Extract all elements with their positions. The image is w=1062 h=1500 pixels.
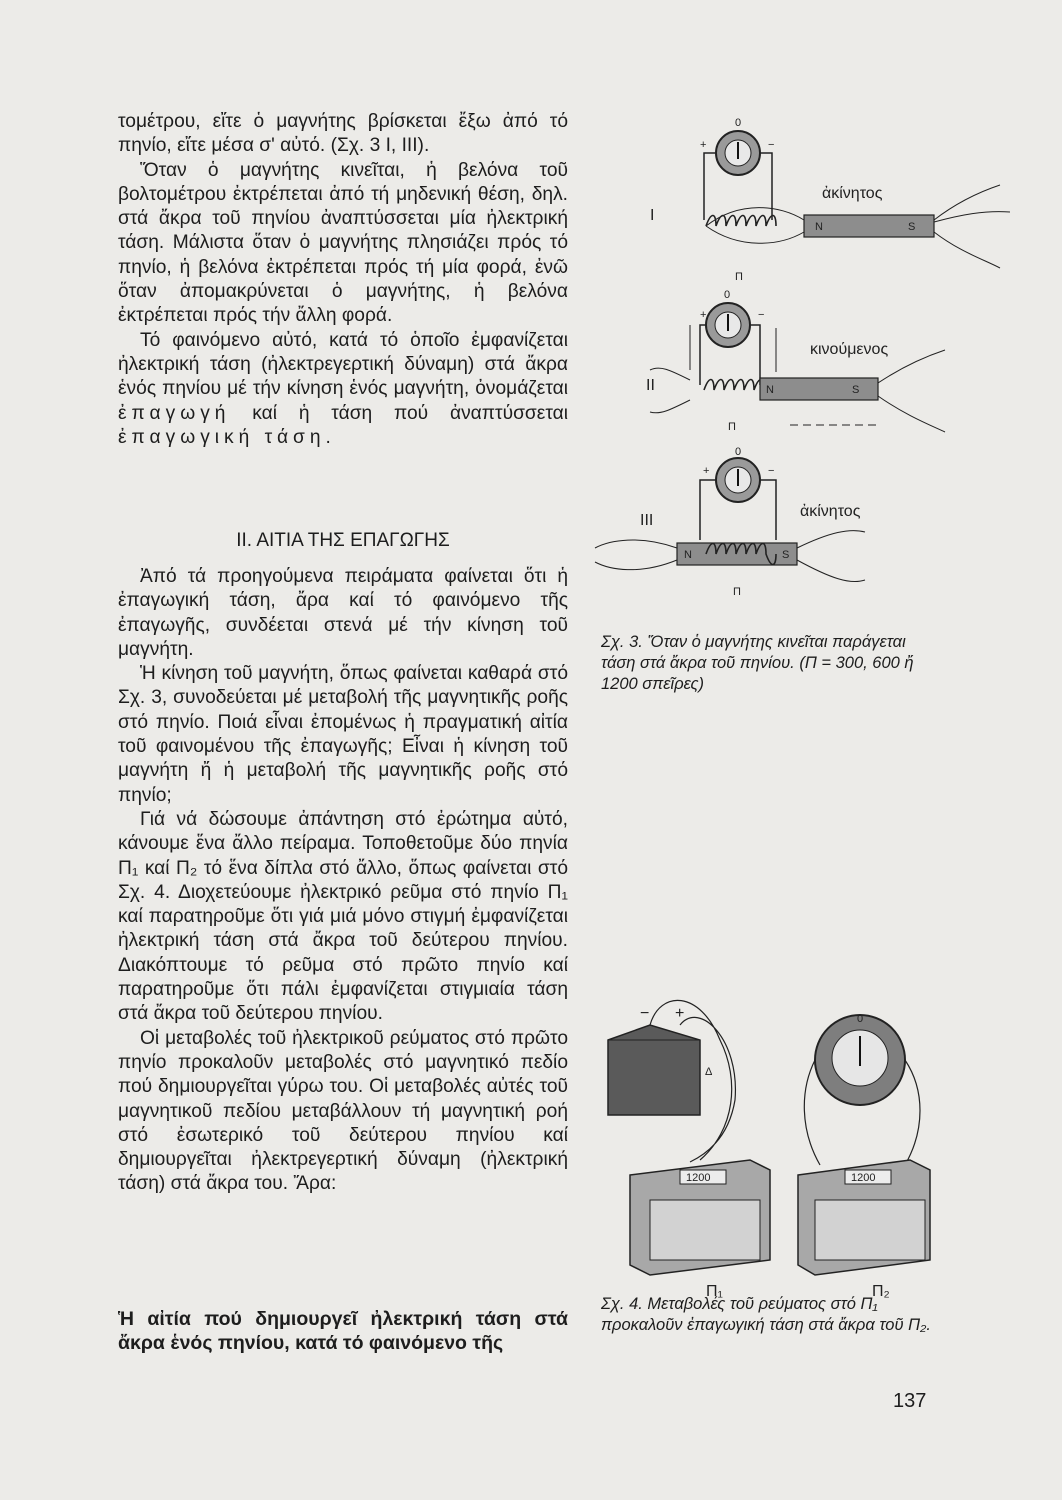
state-label: κινούμενος bbox=[810, 341, 889, 358]
paragraph-text: καί ἡ τάση πού ἀναπτύσσεται bbox=[252, 402, 568, 424]
north-pole-label: N bbox=[815, 221, 823, 233]
term-induction: ἐπαγωγή bbox=[118, 402, 231, 424]
switch-label: Δ bbox=[705, 1066, 713, 1078]
paragraph: Ὅταν ὁ μαγνήτης κινεῖται, ἡ βελόνα τοῦ βολτομέτρου ἐκτρέπεται ἀπό τή μηδενική θέση, δηλ. στά ἄκρα τοῦ πηνίου ἀναπτύσσεται μία ἠλεκτρική τάση. Μάλιστα ὅταν ὁ μαγνήτης πλησιάζει πρός τό πηνίο, ἡ βελόνα ἐκτρέπεται πρός τή μία φορά, ἐνῶ ὅταν ἀπομακρύνεται ὁ μαγνήτης, ἡ βελόνα ἐκτρέπεται πρός τήν ἄλλη φορά. bbox=[118, 159, 568, 327]
south-pole-label: S bbox=[908, 221, 916, 233]
voltmeter-icon bbox=[716, 458, 760, 502]
fig3-row-3 bbox=[595, 446, 865, 598]
zero-mark: 0 bbox=[735, 117, 742, 129]
south-pole-label: S bbox=[782, 549, 790, 561]
plus-mark: + bbox=[700, 309, 707, 321]
row-label: II bbox=[646, 377, 655, 394]
coil1-label: Π₁ bbox=[706, 1283, 723, 1300]
paragraph: Ἡ κίνηση τοῦ μαγνήτη, ὅπως φαίνεται καθαρά στό Σχ. 3, συνοδεύεται μέ μεταβολή τῆς μαγνητικῆς ροῆς στό πηνίο. Ποιά εἶναι ἐπομένως ἡ πραγματική αἰτία τοῦ φαινομένου τῆς ἐπαγωγῆς; Εἶναι ἡ κίνηση τοῦ μαγνήτη ἤ ἡ μεταβολή τῆς μαγνητικῆς ροῆς στό πηνίο; bbox=[118, 663, 568, 806]
paragraph-text: Τό φαινόμενο αὐτό, κατά τό ὁποῖο ἐμφανίζεται ἠλεκτρική τάση (ἠλεκτρεγερτική δύναμη) στά ἄκρα ἑνός πηνίου μέ τήν κίνηση ἑνός μαγνήτη, ὀνομάζεται bbox=[118, 329, 568, 400]
battery-plus: + bbox=[675, 1005, 685, 1022]
fig3-row-2 bbox=[646, 289, 945, 433]
row-label: I bbox=[650, 207, 655, 224]
paragraph: τομέτρου, εἴτε ὁ μαγνήτης βρίσκεται ἔξω ἀπό τό πηνίο, εἴτε μέσα σ' αὐτό. (Σχ. 3 Ι, ΙΙΙ). bbox=[118, 111, 568, 157]
plus-mark: + bbox=[703, 465, 710, 477]
plus-mark: + bbox=[700, 139, 707, 151]
north-pole-label: N bbox=[684, 549, 692, 561]
state-label: ἀκίνητος bbox=[822, 185, 883, 202]
turns-label: 1200 bbox=[686, 1172, 711, 1184]
north-pole-label: N bbox=[766, 384, 774, 396]
south-pole-label: S bbox=[852, 384, 860, 396]
state-label: ἀκίνητος bbox=[800, 503, 861, 520]
figure3-caption: Σχ. 3. Ὅταν ὁ μαγνήτης κινεῖται παράγεται τάση στά ἄκρα τοῦ πηνίου. (Π = 300, 600 ἤ 1200 σπεῖρες) bbox=[601, 633, 914, 693]
coil2-label: Π₂ bbox=[872, 1283, 890, 1300]
coil-label: Π bbox=[733, 586, 741, 598]
paragraph: Γιά νά δώσουμε ἀπάντηση στό ἐρώτημα αὐτό, κάνουμε ἕνα ἄλλο πείραμα. Τοποθετοῦμε δύο πηνία Π₁ καί Π₂ τό ἕνα δίπλα στό ἄλλο, ὅπως φαίνεται στό Σχ. 4. Διοχετεύουμε ἠλεκτρικό ρεῦμα στό πηνίο Π₁ καί παρατηροῦμε ὅτι γιά μιά μόνο στιγμή ἐμφανίζεται ἠλεκτρική τάση στά ἄκρα τοῦ δεύτερου πηνίου. Διακόπτουμε τό ρεῦμα στό πρῶτο πηνίο καί παρατηροῦμε ὅτι πάλι ἐμφανίζεται στιγμιαία τάση στά ἄκρα τοῦ δεύτερου πηνίου. bbox=[118, 808, 568, 1025]
page-number: 137 bbox=[893, 1390, 927, 1412]
fig3-row-1 bbox=[650, 117, 1010, 283]
coil-label: Π bbox=[735, 271, 743, 283]
voltmeter-icon bbox=[716, 131, 760, 175]
turns-label: 1200 bbox=[851, 1172, 876, 1184]
term-induced-voltage: ἐπαγωγική τάση. bbox=[118, 426, 336, 448]
coil-label: Π bbox=[728, 421, 736, 433]
minus-mark: − bbox=[758, 309, 765, 321]
zero-mark: 0 bbox=[857, 1013, 864, 1025]
section-heading: ΙΙ. ΑΙΤΙΑ ΤΗΣ ΕΠΑΓΩΓΗΣ bbox=[236, 530, 450, 551]
zero-mark: 0 bbox=[735, 446, 742, 458]
paragraph: Ἀπό τά προηγούμενα πειράματα φαίνεται ὅτι ἡ ἐπαγωγική τάση, ἄρα καί τό φαινόμενο τῆς ἐπαγωγῆς, συνδέεται στενά μέ τήν κίνηση τοῦ μαγνήτη. bbox=[118, 566, 568, 660]
figure4-caption: Σχ. 4. Μεταβολές τοῦ ρεύματος στό Π₁ προκαλοῦν ἐπαγωγική τάση στά ἄκρα τοῦ Π₂. bbox=[601, 1295, 931, 1334]
row-label: III bbox=[640, 512, 654, 529]
fig4-illustration bbox=[608, 1000, 930, 1300]
minus-mark: − bbox=[768, 465, 775, 477]
zero-mark: 0 bbox=[724, 289, 731, 301]
paragraph: Οἱ μεταβολές τοῦ ἠλεκτρικοῦ ρεύματος στό πρῶτο πηνίο προκαλοῦν μεταβολές στό μαγνητικό πεδίο πού δημιουργεῖται γύρω του. Οἱ μεταβολές αὐτές τοῦ μαγνητικοῦ πεδίου μεταβάλλουν τή μαγνητική ροή στό ἐσωτερικό τοῦ δεύτερου πηνίου καί δημιουργεῖται ἠλεκτρεγερτική δύναμη (ἠλεκτρική τάση) στά ἄκρα του. Ἄρα: bbox=[118, 1027, 568, 1195]
battery-minus: − bbox=[640, 1005, 650, 1022]
voltmeter-icon bbox=[706, 303, 750, 347]
bold-statement: Ἡ αἰτία πού δημιουργεῖ ἠλεκτρική τάση στά ἄκρα ἑνός πηνίου, κατά τό φαινόμενο τῆς bbox=[118, 1308, 568, 1355]
minus-mark: − bbox=[768, 139, 775, 151]
